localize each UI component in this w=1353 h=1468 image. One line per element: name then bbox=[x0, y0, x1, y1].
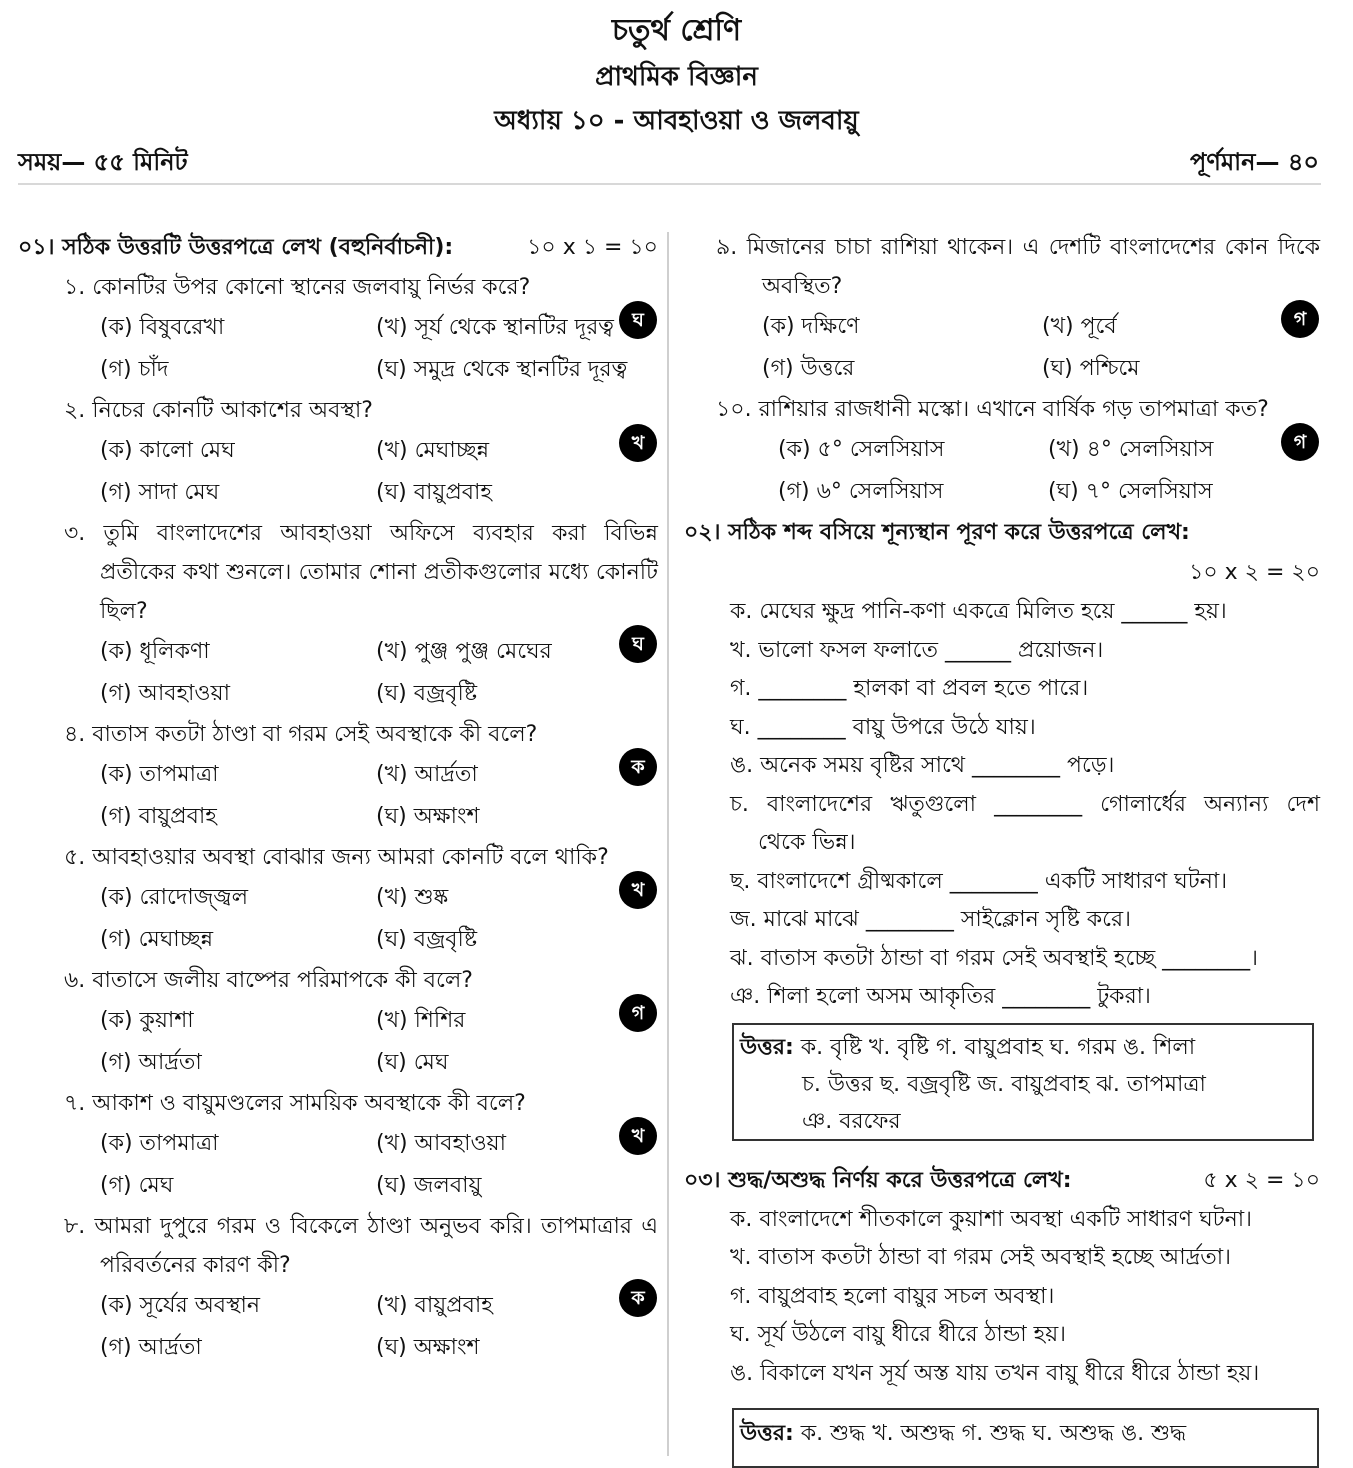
answer-label: উত্তর: bbox=[740, 1034, 794, 1060]
exam-time: সময়— ৫৫ মিনিট bbox=[18, 148, 188, 176]
question-options bbox=[18, 307, 658, 391]
header-divider bbox=[18, 183, 1321, 185]
section2-header bbox=[684, 513, 1320, 553]
section3-header bbox=[684, 1161, 1320, 1201]
question-stem: ৮. আমরা দুপুরে গরম ও বিকেলে ঠাণ্ডা অনুভব করি। তাপমাত্রার এ পরিবর্তনের কারণ কী? bbox=[64, 1214, 658, 1278]
question-options bbox=[18, 631, 658, 715]
question-stem: ৪. বাতাস কতটা ঠাণ্ডা বা গরম সেই অবস্থাকে কী বলে? bbox=[64, 722, 538, 747]
option-kha: (খ) সূর্য থেকে স্থানটির দূরত্ব bbox=[376, 315, 614, 340]
answer-badge: ঘ bbox=[619, 625, 657, 663]
option-ga: (গ) আর্দ্রতা bbox=[100, 1050, 202, 1075]
option-gha: (ঘ) মেঘ bbox=[376, 1050, 449, 1075]
option-ka: (ক) সূর্যের অবস্থান bbox=[100, 1293, 261, 1318]
option-ga: (গ) আর্দ্রতা bbox=[100, 1335, 202, 1360]
option-ka: (ক) দক্ষিণে bbox=[762, 314, 860, 339]
option-ga: (গ) সাদা মেঘ bbox=[100, 480, 220, 505]
option-gha: (ঘ) অক্ষাংশ bbox=[376, 804, 480, 829]
answer-line bbox=[740, 1029, 1312, 1066]
fill-item: জ. মাঝে মাঝে ________ সাইক্লোন সৃষ্টি করে। bbox=[730, 907, 1131, 932]
question-options bbox=[18, 1285, 658, 1369]
answer-badge: খ bbox=[619, 871, 657, 909]
option-ga: (গ) মেঘাচ্ছন্ন bbox=[100, 927, 214, 952]
question-stem: ১০. রাশিয়ার রাজধানী মস্কো। এখানে বার্ষিক গড় তাপমাত্রা কত? bbox=[716, 397, 1269, 422]
question-options bbox=[18, 1123, 658, 1207]
section1-title: ০১। সঠিক উত্তরটি উত্তরপত্রে লেখ (বহুনির্বাচনী): bbox=[18, 235, 454, 260]
option-gha: (ঘ) সমুদ্র থেকে স্থানটির দূরত্ব bbox=[376, 357, 628, 382]
fill-item: গ. ________ হালকা বা প্রবল হতে পারে। bbox=[730, 676, 1089, 701]
section1-marks: ১০ x ১ = ১০ bbox=[527, 235, 658, 260]
option-ga: (গ) মেঘ bbox=[100, 1173, 174, 1198]
column-divider bbox=[667, 232, 669, 1456]
fill-item-continued: থেকে ভিন্ন। bbox=[758, 830, 856, 855]
question-stem: ২. নিচের কোনটি আকাশের অবস্থা? bbox=[64, 398, 373, 423]
question-stem: ৭. আকাশ ও বায়ুমণ্ডলের সাময়িক অবস্থাকে কী বলে? bbox=[64, 1091, 526, 1116]
question-3 bbox=[18, 514, 658, 715]
option-ga: (গ) চাঁদ bbox=[100, 357, 169, 382]
fill-item: ঘ. ________ বায়ু উপরে উঠে যায়। bbox=[730, 714, 1036, 740]
option-ga: (গ) ৬° সেলসিয়াস bbox=[778, 479, 944, 504]
answer-badge: ক bbox=[619, 748, 657, 786]
answer-label: উত্তর: bbox=[740, 1421, 794, 1446]
option-gha: (ঘ) অক্ষাংশ bbox=[376, 1335, 480, 1360]
left-column bbox=[18, 228, 658, 1369]
answer-badge: ক bbox=[619, 1279, 657, 1317]
option-kha: (খ) মেঘাচ্ছন্ন bbox=[376, 438, 490, 463]
option-gha: (ঘ) বায়ুপ্রবাহ bbox=[376, 480, 492, 505]
option-kha: (খ) পূর্বে bbox=[1042, 314, 1117, 339]
question-6 bbox=[18, 961, 658, 1084]
truefalse-item: ঘ. সূর্য উঠলে বায়ু ধীরে ধীরে ঠান্ডা হয়। bbox=[730, 1322, 1067, 1347]
question-options bbox=[18, 877, 658, 961]
question-stem: ৬. বাতাসে জলীয় বাষ্পের পরিমাপকে কী বলে? bbox=[64, 968, 473, 993]
section3-marks: ৫ x ২ = ১০ bbox=[1203, 1167, 1320, 1193]
question-stem: ৩. তুমি বাংলাদেশের আবহাওয়া অফিসে ব্যবহার করা বিভিন্ন প্রতীকের কথা শুনলে। তোমার শোনা প্রতীকগুলোর মধ্যে কোনটি ছিল? bbox=[64, 521, 658, 624]
option-kha: (খ) বায়ুপ্রবাহ bbox=[376, 1293, 493, 1318]
question-stem: ৫. আবহাওয়ার অবস্থা বোঝার জন্য আমরা কোনটি বলে থাকি? bbox=[64, 845, 609, 870]
option-kha: (খ) পুঞ্জ পুঞ্জ মেঘের bbox=[376, 639, 552, 664]
question-2 bbox=[18, 391, 658, 514]
answer-text: ক. বৃষ্টি খ. বৃষ্টি গ. বায়ুপ্রবাহ ঘ. গরম ঙ. শিলা bbox=[800, 1034, 1196, 1060]
answer-badge: গ bbox=[1281, 300, 1319, 338]
section3-answer-box bbox=[732, 1408, 1319, 1468]
answer-badge: খ bbox=[619, 424, 657, 462]
option-ka: (ক) তাপমাত্রা bbox=[100, 762, 219, 787]
option-ga: (গ) বায়ুপ্রবাহ bbox=[100, 804, 217, 829]
answer-line: ঞ. বরফের bbox=[802, 1108, 901, 1134]
option-ka: (ক) বিষুবরেখা bbox=[100, 315, 225, 340]
option-gha: (ঘ) ৭° সেলসিয়াস bbox=[1048, 479, 1213, 504]
full-marks: পূর্ণমান— ৪০ bbox=[1190, 148, 1319, 176]
question-options bbox=[684, 429, 1320, 513]
option-ga: (গ) আবহাওয়া bbox=[100, 681, 230, 706]
fill-item: ছ. বাংলাদেশে গ্রীষ্মকালে ________ একটি সাধারণ ঘটনা। bbox=[730, 868, 1228, 894]
question-stem: ৯. মিজানের চাচা রাশিয়া থাকেন। এ দেশটি বাংলাদেশের কোন দিকে অবস্থিত? bbox=[716, 235, 1320, 299]
option-kha: (খ) ৪° সেলসিয়াস bbox=[1048, 437, 1214, 462]
fill-item: খ. ভালো ফসল ফলাতে ______ প্রয়োজন। bbox=[730, 637, 1104, 663]
option-ka: (ক) ধূলিকণা bbox=[100, 639, 210, 664]
answer-badge: গ bbox=[619, 994, 657, 1032]
question-10 bbox=[684, 390, 1320, 513]
chapter-title: অধ্যায় ১০ - আবহাওয়া ও জলবায়ু bbox=[494, 106, 859, 136]
question-5 bbox=[18, 838, 658, 961]
option-ka: (ক) তাপমাত্রা bbox=[100, 1131, 219, 1156]
fill-item: ঝ. বাতাস কতটা ঠান্ডা বা গরম সেই অবস্থাই হচ্ছে ________। bbox=[730, 945, 1259, 971]
fill-item: ঙ. অনেক সময় বৃষ্টির সাথে ________ পড়ে। bbox=[730, 753, 1115, 778]
class-title: চতুর্থ শ্রেণি bbox=[611, 13, 742, 48]
question-options bbox=[18, 754, 658, 838]
question-options bbox=[18, 1000, 658, 1084]
truefalse-item: ক. বাংলাদেশে শীতকালে কুয়াশা অবস্থা একটি সাধারণ ঘটনা। bbox=[730, 1206, 1253, 1232]
option-ka: (ক) কুয়াশা bbox=[100, 1008, 194, 1033]
question-4 bbox=[18, 715, 658, 838]
answer-badge: ঘ bbox=[619, 301, 657, 339]
section3-title: ০৩। শুদ্ধ/অশুদ্ধ নির্ণয় করে উত্তরপত্রে লেখ: bbox=[684, 1167, 1072, 1193]
option-ka: (ক) কালো মেঘ bbox=[100, 438, 235, 463]
question-8 bbox=[18, 1207, 658, 1369]
question-7 bbox=[18, 1084, 658, 1207]
option-gha: (ঘ) জলবায়ু bbox=[376, 1173, 482, 1198]
truefalse-item: ঙ. বিকালে যখন সূর্য অস্ত যায় তখন বায়ু ধীরে ধীরে ঠান্ডা হয়। bbox=[730, 1360, 1260, 1386]
question-1 bbox=[18, 268, 658, 391]
right-column bbox=[684, 228, 1320, 1393]
question-options bbox=[684, 306, 1320, 390]
option-kha: (খ) শিশির bbox=[376, 1008, 466, 1033]
answer-line: চ. উত্তর ছ. বজ্রবৃষ্টি জ. বায়ুপ্রবাহ ঝ. তাপমাত্রা bbox=[802, 1071, 1206, 1097]
fill-item: ক. মেঘের ক্ষুদ্র পানি-কণা একত্রে মিলিত হয়ে ______ হয়। bbox=[730, 599, 1227, 624]
option-gha: (ঘ) বজ্রবৃষ্টি bbox=[376, 927, 478, 952]
truefalse-item: খ. বাতাস কতটা ঠান্ডা বা গরম সেই অবস্থাই হচ্ছে আর্দ্রতা। bbox=[730, 1245, 1231, 1270]
answer-badge: গ bbox=[1281, 423, 1319, 461]
section2-answer-box bbox=[732, 1023, 1314, 1141]
option-kha: (খ) আবহাওয়া bbox=[376, 1131, 506, 1156]
option-gha: (ঘ) বজ্রবৃষ্টি bbox=[376, 681, 478, 706]
option-ga: (গ) উত্তরে bbox=[762, 356, 855, 381]
section2-title: ০২। সঠিক শব্দ বসিয়ে শূন্যস্থান পূরণ করে উত্তরপত্রে লেখ: bbox=[684, 520, 1190, 545]
option-ka: (ক) ৫° সেলসিয়াস bbox=[778, 437, 945, 462]
fill-item: ঞ. শিলা হলো অসম আকৃতির ________ টুকরা। bbox=[730, 984, 1151, 1009]
question-9 bbox=[684, 228, 1320, 390]
question-stem: ১. কোনটির উপর কোনো স্থানের জলবায়ু নির্ভর করে? bbox=[64, 275, 531, 300]
option-ka: (ক) রোদোজ্জ্বল bbox=[100, 885, 249, 910]
option-kha: (খ) আর্দ্রতা bbox=[376, 762, 478, 787]
subject-title: প্রাথমিক বিজ্ঞান bbox=[595, 62, 758, 92]
section2-marks: ১০ x ২ = ২০ bbox=[1189, 560, 1320, 585]
truefalse-item: গ. বায়ুপ্রবাহ হলো বায়ুর সচল অবস্থা। bbox=[730, 1283, 1055, 1309]
answer-badge: খ bbox=[619, 1117, 657, 1155]
option-gha: (ঘ) পশ্চিমে bbox=[1042, 356, 1140, 381]
answer-text: ক. শুদ্ধ খ. অশুদ্ধ গ. শুদ্ধ ঘ. অশুদ্ধ ঙ. শুদ্ধ bbox=[800, 1421, 1187, 1446]
option-kha: (খ) শুষ্ক bbox=[376, 885, 449, 910]
question-options bbox=[18, 430, 658, 514]
section1-header bbox=[18, 228, 658, 268]
fill-item: চ. বাংলাদেশের ঋতুগুলো ________ গোলার্ধের অন্যান্য দেশ bbox=[730, 791, 1320, 817]
